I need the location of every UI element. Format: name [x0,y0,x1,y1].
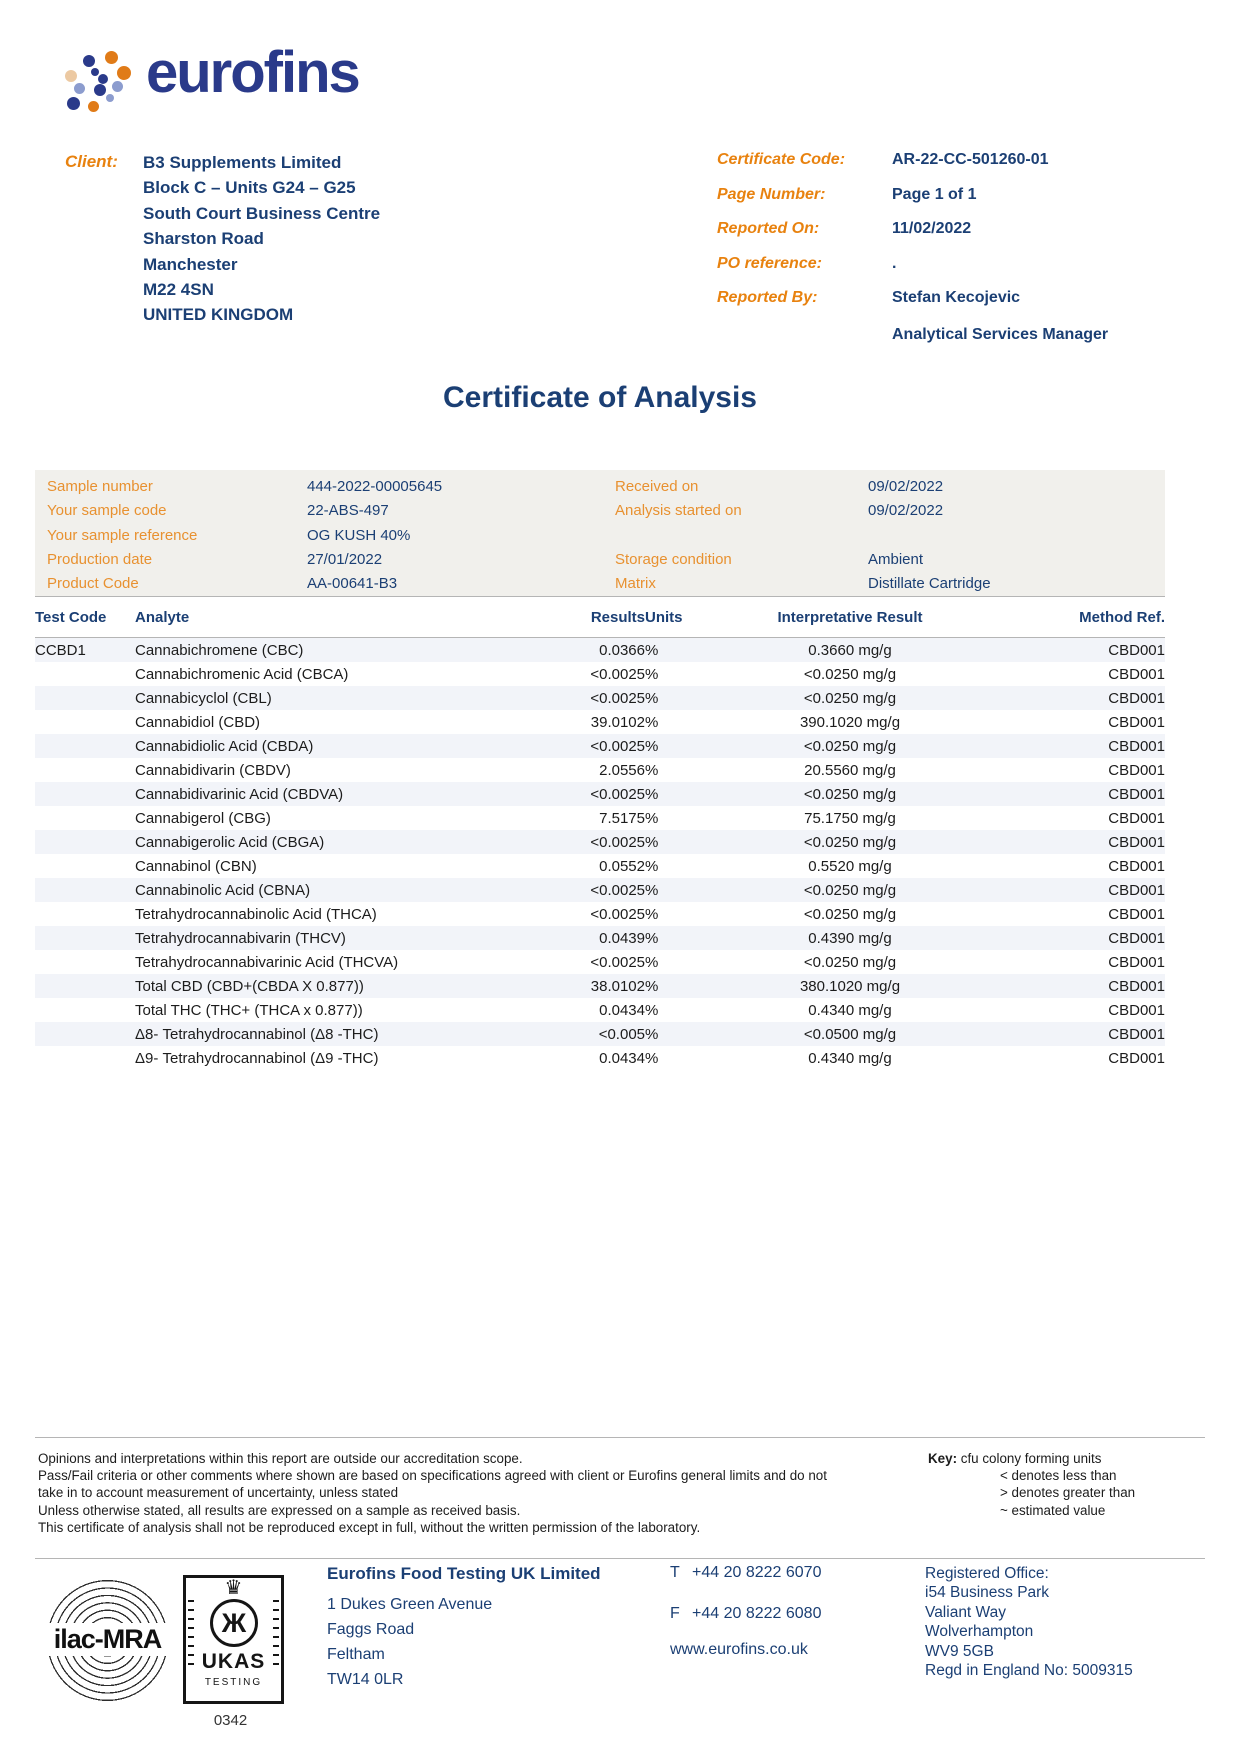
footer-divider [35,1558,1205,1559]
method-ref-cell: CBD001 [1108,1001,1165,1019]
analyte-cell: Cannabidivarin (CBDV) [135,761,291,779]
method-ref-cell: CBD001 [1108,1049,1165,1067]
sample-info-label: Product Code [47,575,139,593]
meta-label: Certificate Code: [717,151,846,168]
result-cell: 0.0366 [490,638,645,663]
result-row [35,830,1165,854]
result-row [35,734,1165,758]
result-cell: <0.0025 [590,905,645,923]
test-code-cell [35,1046,135,1070]
ukas-accreditation-number: 0342 [213,1712,248,1729]
method-ref-cell: CBD001 [1108,713,1165,731]
registered-office-line: Registered Office: [925,1565,1049,1582]
interpretative-result-cell: 0.4340 mg/g [808,1001,892,1019]
key-items [1000,1467,1135,1519]
interpretative-result-cell: <0.0250 mg/g [803,905,897,923]
test-code-cell [35,734,135,758]
registered-office-line: Valiant Way [925,1603,1006,1621]
test-code-cell [35,902,135,926]
eurofins-logo-icon [65,50,128,113]
sample-info-row [615,502,991,526]
unit-cell: % [645,1022,695,1046]
result-cell: <0.0025 [490,878,645,902]
result-row [35,998,1165,1022]
method-ref-cell: CBD001 [1005,830,1165,854]
units-header: Units [645,597,695,638]
unit-cell: % [645,953,659,971]
analyte-cell: Δ8- Tetrahydrocannabinol (Δ8 -THC) [135,1022,490,1046]
lab-name: Eurofins Food Testing UK Limited [327,1564,601,1583]
result-row [35,1022,1165,1046]
analyte-cell: Cannabinol (CBN) [135,857,257,875]
method-ref-cell: CBD001 [1005,1022,1165,1046]
result-cell: <0.0025 [590,665,645,683]
client-address-line: Block C – Units G24 – G25 [143,178,356,198]
method-ref-cell: CBD001 [1005,974,1165,998]
analyte-cell: Cannabichromene (CBC) [135,638,490,663]
unit-cell: % [645,974,695,998]
phone-f-value: +44 20 8222 6080 [692,1605,822,1622]
sample-info-label: Received on [615,478,699,495]
unit-cell: % [645,809,659,827]
sample-info-row [47,551,442,575]
client-address-line: South Court Business Centre [143,203,381,223]
sample-info-row [47,478,442,502]
interpretative-result-cell: <0.0250 mg/g [695,782,1005,806]
interpretative-result-cell: <0.0250 mg/g [695,878,1005,902]
lab-address-lines [327,1592,601,1692]
website-link: www.eurofins.co.uk [670,1641,808,1658]
analyte-cell: Cannabinolic Acid (CBNA) [135,878,490,902]
method-ref-cell: CBD001 [1005,878,1165,902]
result-row [35,950,1165,974]
meta-row [717,220,1197,237]
meta-label: Page Number: [717,185,826,203]
method-ref-cell: CBD001 [1005,782,1165,806]
sample-info-block [35,470,1165,596]
meta-value: Stefan Kecojevic [892,289,1021,307]
sample-info-value: OG KUSH 40% [307,526,411,544]
interpretative-result-cell: <0.0250 mg/g [695,734,1005,758]
disclaimer-line: take in to account measurement of uncertainty, unless stated [38,1485,399,1501]
result-row [35,878,1165,902]
sample-info-row [47,502,442,526]
test-code-cell [35,1022,135,1046]
analyte-cell: Cannabichromenic Acid (CBCA) [135,665,349,683]
lab-address-line: Faggs Road [327,1621,415,1638]
disclaimer-line: Opinions and interpretations within this report are outside our accreditation scope. [38,1451,523,1466]
ilac-mra-logo-icon [45,1578,170,1703]
sample-info-label: Matrix [615,575,656,593]
result-cell: <0.0025 [490,734,645,758]
lab-address-line: Feltham [327,1646,385,1663]
test-code-cell [35,950,135,974]
analyte-cell: Δ9- Tetrahydrocannabinol (Δ9 -THC) [135,1049,379,1067]
sample-info-value: AA-00641-B3 [307,575,398,593]
result-cell: 39.0102 [590,713,645,731]
unit-cell: % [645,638,695,663]
key-intro-text: cfu colony forming units [960,1451,1102,1466]
result-cell: 0.0439 [490,926,645,950]
fax-line [670,1605,821,1623]
test-code-cell [35,878,135,902]
sample-info-value: 444-2022-00005645 [307,478,443,495]
test-code-cell [35,782,135,806]
unit-cell: % [645,1049,659,1067]
method-ref-cell: CBD001 [1108,953,1165,971]
test-code-cell [35,998,135,1022]
test-code-cell [35,662,135,686]
result-cell: 38.0102 [490,974,645,998]
certificate-meta [717,151,1197,324]
sample-info-value: 22-ABS-497 [307,502,389,520]
key-block [928,1450,1135,1519]
interpretative-result-cell: 0.4340 mg/g [808,1049,892,1067]
contact-block [670,1564,821,1659]
reported-by-title: Analytical Services Manager [892,326,1109,343]
sample-info-right [615,478,991,599]
interpretative-result-cell: 380.1020 mg/g [695,974,1005,998]
results-table-body [35,638,1165,1071]
result-row [35,806,1165,830]
eurofins-logo-text: eurofins [146,40,359,105]
registered-office-block [925,1564,1133,1680]
unit-cell: % [645,1001,659,1019]
sample-info-label: Analysis started on [615,502,742,520]
disclaimer-divider [35,1437,1205,1438]
result-row [35,902,1165,926]
sample-info-value: Ambient [868,550,924,568]
method-ref-cell: CBD001 [1005,734,1165,758]
interpretative-result-cell: <0.0500 mg/g [695,1022,1005,1046]
analyte-cell: Cannabidiol (CBD) [135,713,261,731]
key-item: > denotes greater than [1000,1485,1136,1501]
method-ref-cell: CBD001 [1108,665,1165,683]
analyte-cell: Cannabidiolic Acid (CBDA) [135,734,490,758]
interpretative-result-cell: 0.5520 mg/g [808,857,892,875]
phone-line [670,1564,821,1582]
analyte-cell: Cannabicyclol (CBL) [135,686,490,710]
analyte-cell: Total CBD (CBD+(CBDA X 0.877)) [135,974,490,998]
meta-row [717,151,1197,168]
interpretative-result-cell: <0.0250 mg/g [695,830,1005,854]
unit-cell: % [645,761,659,779]
method-ref-cell: CBD001 [1108,857,1165,875]
method-ref-cell: CBD001 [1108,761,1165,779]
result-cell: 2.0556 [599,761,645,779]
phone-f-label: F [670,1605,680,1622]
analyte-cell: Cannabidivarinic Acid (CBDVA) [135,782,490,806]
result-row [35,974,1165,998]
interpretative-result-cell: 0.4390 mg/g [695,926,1005,950]
meta-value: AR-22-CC-501260-01 [892,151,1049,168]
result-row [35,926,1165,950]
test-code-cell [35,926,135,950]
meta-row [717,255,1197,272]
client-address-line: Sharston Road [143,229,264,249]
result-row [35,782,1165,806]
sample-info-label: Your sample code [47,502,167,520]
interpretative-result-cell: 0.3660 mg/g [695,638,1005,663]
key-intro [928,1450,1135,1467]
sample-info-label: Storage condition [615,550,732,568]
result-row [35,686,1165,710]
result-cell: 0.0434 [599,1049,645,1067]
disclaimer-text [38,1450,918,1536]
result-cell: 7.5175 [599,809,645,827]
disclaimer-line: Unless otherwise stated, all results are expressed on a sample as received basis. [38,1502,521,1518]
interpretative-result-cell: <0.0250 mg/g [803,665,897,683]
meta-row [717,186,1197,203]
meta-value: . [892,254,897,272]
client-address-line: B3 Supplements Limited [143,153,342,172]
method-ref-cell: CBD001 [1108,905,1165,923]
key-item: < denotes less than [1000,1468,1117,1484]
test-code-cell [35,806,135,830]
result-row [35,1046,1165,1070]
method-ref-cell: CBD001 [1108,809,1165,827]
lab-address-line: 1 Dukes Green Avenue [327,1596,493,1613]
result-row [35,758,1165,782]
result-cell: 0.0434 [599,1001,645,1019]
method-ref-cell: CBD001 [1005,638,1165,663]
registered-office-line: i54 Business Park [925,1584,1050,1602]
result-row [35,638,1165,663]
phone-t-label: T [670,1564,680,1581]
unit-cell: % [645,734,695,758]
unit-cell: % [645,857,659,875]
results-header: Results [490,597,645,638]
test-code-cell [35,974,135,998]
key-item: ~ estimated value [1000,1502,1106,1518]
sample-info-row [615,527,991,551]
client-label: Client: [65,152,118,171]
sample-info-row [615,551,991,575]
results-table [35,596,1165,1070]
client-address-line: UNITED KINGDOM [143,305,294,325]
key-label: Key: [928,1451,958,1466]
analyte-cell: Cannabigerolic Acid (CBGA) [135,830,490,854]
result-cell: <0.0025 [490,686,645,710]
lab-address-line: TW14 0LR [327,1671,404,1688]
unit-cell: % [645,665,659,683]
registered-office-line: Wolverhampton [925,1623,1034,1641]
interpretative-result-cell: <0.0250 mg/g [803,953,897,971]
disclaimer-line: Pass/Fail criteria or other comments where shown are based on specifications agreed with client or Eurofins general limits and do not [38,1468,827,1484]
result-cell: <0.005 [490,1022,645,1046]
analyte-cell: Cannabigerol (CBG) [135,809,271,827]
analyte-cell: Tetrahydrocannabinolic Acid (THCA) [135,905,377,923]
sample-info-row [615,478,991,502]
client-address [143,150,380,328]
meta-row [717,289,1197,306]
disclaimer-line: This certificate of analysis shall not be reproduced except in full, without the written permission of the laboratory. [38,1519,701,1535]
meta-value: Page 1 of 1 [892,185,977,203]
unit-cell: % [645,905,659,923]
crown-icon [186,1575,281,1600]
result-row [35,710,1165,734]
method-ref-cell: CBD001 [1005,926,1165,950]
analyte-header: Analyte [135,597,490,638]
registered-office-line: Regd in England No: 5009315 [925,1662,1133,1680]
phone-t-value: +44 20 8222 6070 [692,1564,822,1581]
analyte-cell: Tetrahydrocannabivarinic Acid (THCVA) [135,953,399,971]
method-ref-cell: CBD001 [1005,686,1165,710]
interpretative-result-cell: <0.0250 mg/g [695,686,1005,710]
result-row [35,662,1165,686]
interpretative-result-header: Interpretative Result [695,597,1005,638]
sample-info-label: Your sample reference [47,526,198,544]
interpretative-result-cell: 390.1020 mg/g [799,713,901,731]
ukas-testing-label: TESTING [204,1677,263,1688]
analyte-cell: Tetrahydrocannabivarin (THCV) [135,926,490,950]
test-code-cell [35,710,135,734]
sample-info-left [47,478,442,599]
result-cell: <0.0025 [490,782,645,806]
result-cell: 0.0552 [599,857,645,875]
ukas-emblem-icon [210,1599,258,1647]
meta-label: Reported On: [717,220,820,238]
meta-value: 11/02/2022 [892,220,972,238]
sample-info-value: 09/02/2022 [868,502,944,520]
unit-cell: % [645,926,695,950]
unit-cell: % [645,878,695,902]
meta-label: Reported By: [717,289,818,307]
page-title: Certificate of Analysis [443,381,757,414]
test-code-cell [35,686,135,710]
sample-info-row [47,527,442,551]
sample-info-value: 27/01/2022 [307,550,383,568]
interpretative-result-cell: 20.5560 mg/g [804,761,896,779]
ilac-mra-label: ilac-MRA [41,1623,174,1656]
sample-info-value: 09/02/2022 [868,478,944,495]
results-table-header-row [35,597,1165,638]
test-code-header: Test Code [35,597,135,638]
result-row [35,854,1165,878]
unit-cell: % [645,830,695,854]
test-code-cell [35,758,135,782]
sample-info-label: Sample number [47,478,153,495]
unit-cell: % [645,713,659,731]
registered-office-line: WV9 5GB [925,1642,994,1660]
unit-cell: % [645,686,695,710]
interpretative-result-cell: 75.1750 mg/g [804,809,896,827]
lab-address-block [327,1564,601,1692]
test-code-cell [35,854,135,878]
sample-info-value: Distillate Cartridge [868,575,991,593]
client-address-line: Manchester [143,254,238,274]
ukas-label: UKAS [201,1650,266,1673]
result-cell: <0.0025 [490,830,645,854]
ukas-logo-icon [183,1575,284,1704]
sample-info-label: Production date [47,550,153,568]
client-address-line: M22 4SN [143,280,214,300]
analyte-cell: Total THC (THC+ (THCA x 0.877)) [135,1001,363,1019]
meta-label: PO reference: [717,254,822,272]
unit-cell: % [645,782,695,806]
result-cell: <0.0025 [590,953,645,971]
method-ref-header: Method Ref. [1005,597,1165,638]
test-code-cell [35,830,135,854]
test-code-cell: CCBD1 [35,638,135,663]
